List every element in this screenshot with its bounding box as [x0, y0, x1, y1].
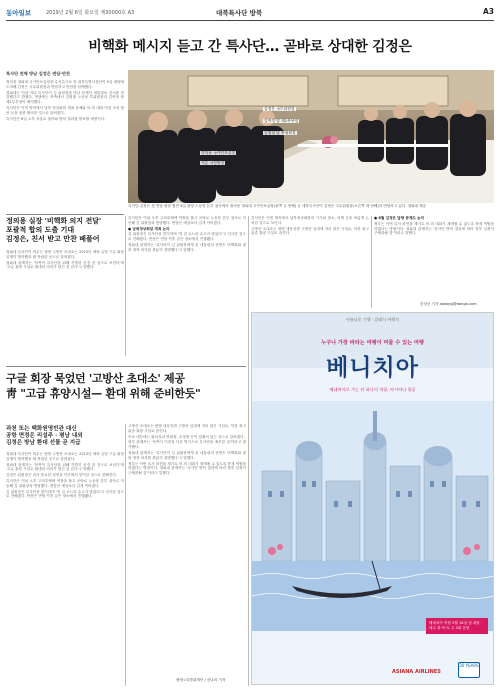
section-title: 대북특사단 방북 — [216, 9, 263, 17]
secondary-headline-line: 靑 "고급 휴양시설— 환대 위해 준비한듯" — [6, 386, 201, 400]
paragraph: 정부는 이번 특사 파견을 계기로 북-미 대화가 재개될 수 있도록 중재 역할을 하겠다는 방침이다. 청와대 관계자는 '특사단 방북 결과에 따라 향후 일정이 구체화될 것'이라고 말했다. — [128, 461, 246, 476]
venice-illustration — [252, 401, 494, 631]
top-rule — [6, 20, 494, 21]
subheadline-line: 포괄적 합의 도출 기대 — [6, 226, 75, 234]
column-divider — [125, 424, 126, 686]
paragraph: 청와대 특사단이 머무는 평양 고방산 초대소는 2013년 에릭 슈밋 구글 회장 일행이 방북했을 때 묵었던 곳으로 알려졌다. — [6, 250, 124, 259]
paragraph: 청와대 특사단이 머무는 평양 고방산 초대소는 2013년 에릭 슈밋 구글 회장 일행이 방북했을 때 묵었던 곳으로 알려졌다. — [6, 452, 124, 461]
left-column-text-2 — [6, 250, 124, 350]
secondary-subheadline — [6, 426, 124, 448]
page-number: A3 — [482, 7, 494, 16]
photo-label-left-2: 서훈 국정원장 — [201, 160, 225, 165]
paragraph: 김 위원장은 특사단을 맞이하며 '먼 길 오느라 수고가 많았다'고 인사한 것으로 전해졌다. 만찬은 면담 직후 같은 장소에서 진행됐다. — [128, 232, 246, 242]
photo-label-right-1: 김정은 국무위원장 — [264, 106, 295, 111]
paragraph: 고방산 초대소는 평양 대동강변 고방산 일대에 자리 잡은 시설로, 북한 최고위층 휴양 시설로 꼽힌다. — [128, 424, 246, 433]
column-divider — [125, 216, 126, 356]
main-headline: 비핵화 메시지 듣고 간 특사단… 곧바로 상대한 김정은 — [88, 39, 412, 55]
paragraph: 김정은 위원장은 과거 중요한 외빈을 이곳에서 맞이한 것으로 전해진다. — [6, 473, 117, 478]
subheadline-line: 정의용 실장 '비핵화 의지 전달' — [6, 217, 102, 225]
newspaper-logo: 동아일보 — [6, 9, 32, 17]
photo-label-left-1: 정의용 국가안보실장 — [201, 150, 236, 155]
secondary-headline — [6, 372, 246, 401]
lower-left-column-text — [6, 452, 124, 686]
paragraph: 청와대 관계자는 '특사단이 김 위원장에게 문 대통령의 한반도 비핵화와 평화 정착 의지를 충분히 설명했다'고 말했다. — [128, 450, 246, 460]
paragraph: 특사단은 이날 오후 고려호텔에 여장을 풀고 곧바로 노동당 본부 청사로 이동해 김 위원장과 면담했다. 면담은 예상보다 길게 이어졌다. — [128, 216, 246, 225]
ad-top-text: 아름다운 기행 · 클래식 여행지 — [346, 317, 399, 322]
photo-caption: 특사단-김정은 첫 면담 평양 접견 5일 평양 노동당 본부 청사에서 정의용 청와대 국가안보실장(왼쪽 두 번째) 등 대북특사단이 김정은 국무위원장(오른쪽 세 번째)과 면담하고 있다. 청와대 제공 — [128, 204, 427, 208]
photo-label-right-3: 김영철 당 부위원장 — [264, 130, 296, 135]
column-4-text — [374, 216, 494, 302]
lower-middle-column-text — [128, 424, 246, 676]
issue-date: 2019년 2월 6일 화요일 제30000호 A3 — [46, 10, 135, 16]
photo-label-right-2: 김여정 당 제1부부장 — [264, 118, 299, 123]
reporter-credit: 한상준 기자 alwaysj@donga.com — [420, 302, 477, 306]
column-divider — [248, 216, 249, 686]
paragraph: 정의용 청와대 국가안보실장을 수석특사로 한 대북특별사절단이 5일 평양에 도착해 김정은 국무위원장과 면담하고 만찬을 함께했다. — [6, 80, 124, 89]
meeting-photo-image — [128, 70, 494, 203]
ad-info-box: 베네치아 직항 5월 16일 첫 취항 · 매주 화·목·토 주 3회 운항 — [426, 618, 488, 634]
paragraph: 특사단은 이번 방북에서 남북 정상회담 개최 문제와 북-미 대화 여건 조성 방안 등을 집중 협의한 것으로 알려졌다. — [6, 105, 124, 115]
advertisement[interactable] — [251, 312, 494, 685]
paragraph: 특사단은 이날 오후 고려호텔에 여장을 풀고 곧바로 노동당 본부 청사로 이동해 김 위원장과 면담했다. 면담은 예상보다 길게 이어졌다. — [6, 478, 124, 488]
left-subheadline — [6, 217, 124, 244]
meeting-photo — [128, 70, 494, 203]
byline: 특사단 전체 방남 김정은 면담·만찬 — [6, 71, 71, 76]
paragraph: 정부는 이번 특사 파견을 계기로 북-미 대화가 재개될 수 있도록 중재 역할을 하겠다는 방침이다. 청와대 관계자는 '특사단 방북 결과에 따라 향후 일정이 구체화될 것'이라고 말했다. — [374, 221, 494, 236]
ad-tagline: 누구나 가장 바라는 여행이 머물 수 있는 여행 — [321, 340, 424, 346]
column-3-text — [251, 216, 369, 308]
reporter-credit: 평양=특별취재단 / 신나리 기자 — [176, 678, 226, 682]
paragraph: 숙소 내부에는 회의실과 연회장, 수영장 등이 갖춰져 있는 것으로 알려졌다. — [128, 434, 245, 439]
paragraph: 청와대 관계자는 '특사단이 김 위원장에게 문 대통령의 한반도 비핵화와 평화 정착 의지를 충분히 설명했다'고 말했다. — [128, 242, 246, 252]
ad-subtitle: 베네치아로 가는 단 하나의 직항, 아시아나 항공 — [329, 387, 416, 392]
divider — [6, 366, 246, 367]
paragraph: 특사단은 이번 방북에서 남북정상회담의 시기와 장소, 의제 등을 폭넓게 논의한 것으로 보인다. — [251, 216, 369, 225]
anniversary-badge: 30 YEARS — [458, 662, 480, 678]
paragraph: 특사단은 6일 오후 서울로 돌아와 방북 결과를 발표할 예정이다. — [6, 116, 106, 121]
section-subtitle: ● 6월 김정은 답방 문제도 논의 — [374, 216, 425, 220]
section-subtitle: ● 남북정상회담 개최 논의 — [128, 226, 170, 231]
paragraph: 고방산 초대소는 평양 대동강변 고방산 일대에 자리 잡은 시설로, 북한 최고위층 휴양 시설로 꼽힌다. — [251, 226, 369, 236]
paragraph: 청와대 관계자는 '북측이 특사단을 위해 각별히 신경 쓴 것으로 보인다'며 '고급 휴양 시설로 환대의 의미가 담긴 것 같다'고 말했다. — [6, 462, 124, 472]
ad-title: 베니치아 — [326, 355, 419, 381]
paragraph: 정부 관계자는 '북측이 이전과 다른 방식으로 특사단을 예우한 것'이라고 평가했다. — [128, 440, 246, 450]
middle-column-text — [128, 216, 246, 308]
paragraph: 청와대는 이날 저녁 특사단이 김 위원장을 만나 문재인 대통령의 친서를 전달했다고 밝혔다. 면담에는 북측에서 김영철 노동당 부위원장과 김여정 당 제1부부장이 배석했다. — [6, 90, 124, 105]
airline-logo-text: ASIANA AIRLINES — [392, 669, 441, 675]
subheadline-line: 김정은 방남 환대 선물 곧 지급 — [6, 440, 81, 447]
paragraph: 청와대 관계자는 '북측이 특사단을 위해 각별히 신경 쓴 것으로 보인다'며 '고급 휴양 시설로 환대의 의미가 담긴 것 같다'고 말했다. — [6, 260, 124, 270]
subheadline-line: 과천 또는 백화원영빈관 대신 — [6, 426, 77, 432]
paragraph: 김 위원장은 특사단을 맞이하며 '먼 길 오느라 수고가 많았다'고 인사한 것으로 전해졌다. 만찬은 면담 직후 같은 장소에서 진행됐다. — [6, 489, 124, 499]
column-divider — [371, 216, 372, 308]
divider — [6, 214, 124, 215]
subheadline-line: 공항 면정은 리설주 · 평남 내외 — [6, 433, 83, 440]
secondary-headline-line: 구글 회장 묵었던 '고방산 초대소' 제공 — [6, 372, 185, 385]
left-column-text — [6, 80, 124, 212]
subheadline-line: 김정은, 친서 받고 만찬 베풀어 — [6, 235, 100, 243]
masthead — [6, 6, 494, 20]
